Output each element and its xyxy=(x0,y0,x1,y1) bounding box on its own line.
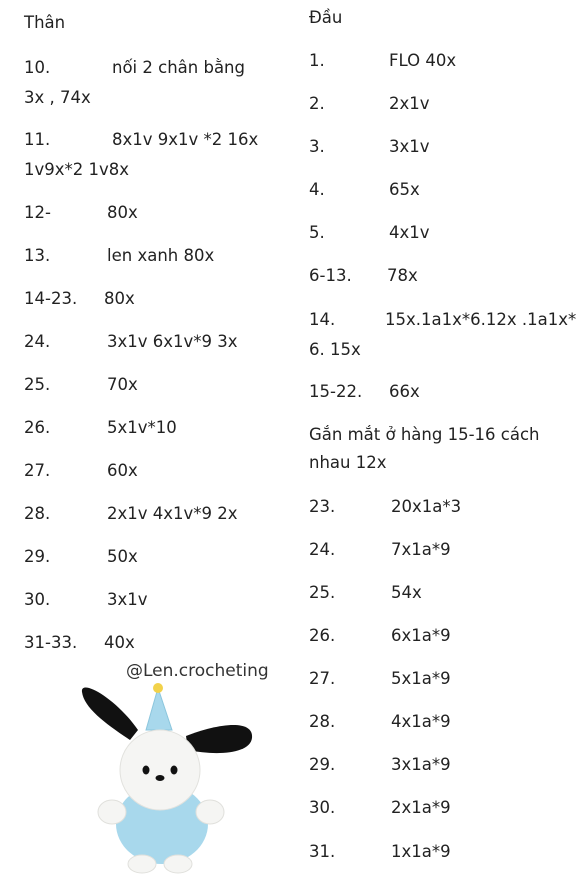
doll-arm-left xyxy=(98,800,126,824)
row-number: 14-23. xyxy=(24,289,78,308)
doll-ear-left xyxy=(82,687,138,740)
row-number: 23. xyxy=(309,497,336,516)
doll-nose xyxy=(156,775,165,781)
doll-arm-right xyxy=(196,800,224,824)
eye-placement-note: Gắn mắt ở hàng 15-16 cách nhau 12x xyxy=(309,425,540,472)
row-instruction-cont: 3x , 74x xyxy=(24,88,91,107)
doll-hat xyxy=(146,688,172,730)
doll-eye-left xyxy=(143,766,150,775)
row-instruction: 80x xyxy=(104,289,135,308)
row-instruction: 80x xyxy=(107,203,138,222)
row-number: 28. xyxy=(24,504,51,523)
doll-foot-right xyxy=(164,855,192,873)
row-number: 11. xyxy=(24,130,51,149)
row-number: 5. xyxy=(309,223,325,242)
row-instruction: 40x xyxy=(104,633,135,652)
row-instruction-cont: 1v9x*2 1v8x xyxy=(24,160,130,179)
row-instruction: 78x xyxy=(387,266,418,285)
row-instruction: 8x1v 9x1v *2 16x xyxy=(112,130,259,149)
row-number: 24. xyxy=(309,540,336,559)
row-number: 27. xyxy=(309,669,336,688)
row-number: 12- xyxy=(24,203,51,222)
row-number: 13. xyxy=(24,246,51,265)
row-instruction: 4x1a*9 xyxy=(391,712,451,731)
row-number: 25. xyxy=(309,583,336,602)
watermark: @Len.crocheting xyxy=(126,661,269,681)
row-number: 25. xyxy=(24,375,51,394)
doll-ear-right xyxy=(186,725,252,753)
row-instruction: 66x xyxy=(389,382,420,401)
row-instruction: 20x1a*3 xyxy=(391,497,462,516)
row-instruction: 60x xyxy=(107,461,138,480)
doll-pompom xyxy=(153,683,163,693)
row-instruction: 1x1a*9 xyxy=(391,842,451,861)
doll-head xyxy=(120,730,200,810)
row-number: 31-33. xyxy=(24,633,78,652)
row-number: 1. xyxy=(309,51,325,70)
row-number: 27. xyxy=(24,461,51,480)
row-instruction: 3x1v xyxy=(107,590,148,609)
row-number: 14. xyxy=(309,310,336,329)
row-number: 3. xyxy=(309,137,325,156)
row-instruction-cont: 6. 15x xyxy=(309,340,361,359)
row-instruction: 50x xyxy=(107,547,138,566)
row-instruction: 6x1a*9 xyxy=(391,626,451,645)
row-instruction: 5x1a*9 xyxy=(391,669,451,688)
row-instruction: 54x xyxy=(391,583,422,602)
row-number: 31. xyxy=(309,842,336,861)
section-title-body: Thân xyxy=(24,13,66,32)
row-instruction: len xanh 80x xyxy=(107,246,215,265)
row-instruction: 4x1v xyxy=(389,223,430,242)
row-instruction: 7x1a*9 xyxy=(391,540,451,559)
row-instruction: 5x1v*10 xyxy=(107,418,177,437)
row-number: 28. xyxy=(309,712,336,731)
row-instruction: 15x.1a1x*6.12x .1a1x* xyxy=(385,310,577,329)
row-number: 29. xyxy=(309,755,336,774)
row-number: 30. xyxy=(24,590,51,609)
row-number: 4. xyxy=(309,180,325,199)
section-title-head: Đầu xyxy=(309,8,343,27)
row-instruction: 65x xyxy=(389,180,420,199)
row-number: 24. xyxy=(24,332,51,351)
row-number: 6-13. xyxy=(309,266,352,285)
row-instruction: 2x1v 4x1v*9 2x xyxy=(107,504,238,523)
row-instruction: 70x xyxy=(107,375,138,394)
doll-foot-left xyxy=(128,855,156,873)
row-instruction: 2x1v xyxy=(389,94,430,113)
row-instruction: 3x1v 6x1v*9 3x xyxy=(107,332,238,351)
row-number: 15-22. xyxy=(309,382,363,401)
row-instruction: 2x1a*9 xyxy=(391,798,451,817)
row-instruction: 3x1a*9 xyxy=(391,755,451,774)
row-number: 26. xyxy=(309,626,336,645)
row-number: 29. xyxy=(24,547,51,566)
row-number: 10. xyxy=(24,58,51,77)
row-number: 26. xyxy=(24,418,51,437)
doll-eye-right xyxy=(171,766,178,775)
row-number: 2. xyxy=(309,94,325,113)
row-number: 30. xyxy=(309,798,336,817)
row-instruction: FLO 40x xyxy=(389,51,457,70)
row-instruction: 3x1v xyxy=(389,137,430,156)
row-instruction: nối 2 chân bằng xyxy=(112,58,245,77)
crocheted-doll-icon xyxy=(76,678,258,874)
